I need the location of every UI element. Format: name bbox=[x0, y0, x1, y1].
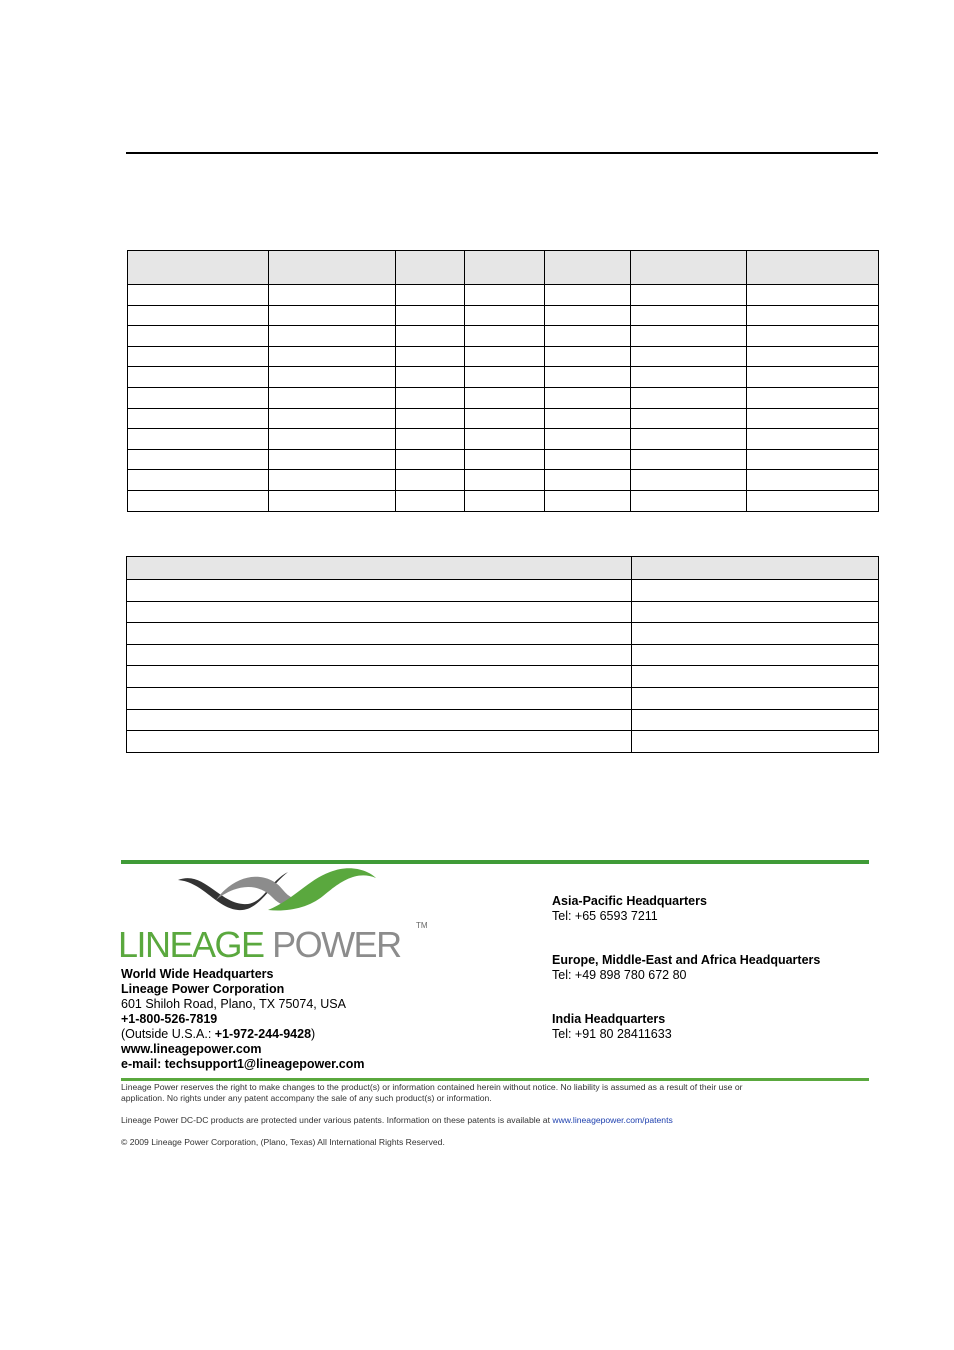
table-cell bbox=[396, 490, 465, 511]
table-row bbox=[128, 387, 879, 408]
table-cell bbox=[632, 623, 879, 645]
table-cell bbox=[747, 326, 879, 347]
table1-body bbox=[128, 285, 879, 512]
table-cell bbox=[545, 326, 631, 347]
table-cell bbox=[396, 367, 465, 388]
patents-text: Lineage Power DC-DC products are protected under various patents. Information on these patents is available at bbox=[121, 1115, 553, 1125]
patents-link[interactable]: www.lineagepower.com/patents bbox=[552, 1115, 673, 1125]
table-cell bbox=[128, 470, 269, 491]
table-cell bbox=[631, 408, 747, 429]
table-row bbox=[127, 580, 879, 602]
table-row bbox=[127, 601, 879, 623]
table-cell bbox=[545, 408, 631, 429]
company-name: Lineage Power Corporation bbox=[121, 982, 285, 996]
table-cell bbox=[747, 285, 879, 306]
table-cell bbox=[128, 387, 269, 408]
table-cell bbox=[465, 490, 545, 511]
table-cell bbox=[632, 580, 879, 602]
table-cell bbox=[465, 408, 545, 429]
table-cell bbox=[631, 490, 747, 511]
table-cell bbox=[128, 429, 269, 450]
disclaimer-line-2: application. No rights under any patent accompany the sale of any such product(s) or information. bbox=[121, 1093, 492, 1103]
table-cell bbox=[545, 305, 631, 326]
table-cell bbox=[465, 387, 545, 408]
outside-prefix: (Outside U.S.A.: bbox=[121, 1027, 215, 1041]
table-cell bbox=[631, 285, 747, 306]
table-row bbox=[128, 326, 879, 347]
table-cell bbox=[632, 644, 879, 666]
header-cell bbox=[127, 557, 632, 580]
table-cell bbox=[747, 387, 879, 408]
table-cell bbox=[465, 449, 545, 470]
table-cell bbox=[545, 449, 631, 470]
table-cell bbox=[545, 429, 631, 450]
table-cell bbox=[127, 709, 632, 731]
worldwide-address bbox=[121, 967, 365, 1072]
header-cell bbox=[632, 557, 879, 580]
table-cell bbox=[128, 346, 269, 367]
table-cell bbox=[747, 367, 879, 388]
table-cell bbox=[545, 470, 631, 491]
table-cell bbox=[127, 687, 632, 709]
table-row bbox=[127, 666, 879, 688]
outside-usa-phone bbox=[121, 1027, 365, 1042]
table-cell bbox=[269, 387, 396, 408]
table-row bbox=[128, 285, 879, 306]
table-cell bbox=[396, 285, 465, 306]
table-cell bbox=[396, 408, 465, 429]
table-cell bbox=[269, 449, 396, 470]
table-cell bbox=[632, 709, 879, 731]
india-hq bbox=[552, 1012, 672, 1042]
worldwide-hq-title: World Wide Headquarters bbox=[121, 967, 274, 981]
india-hq-tel: Tel: +91 80 28411633 bbox=[552, 1027, 672, 1041]
header-cell bbox=[128, 251, 269, 285]
table-cell bbox=[269, 429, 396, 450]
table-cell bbox=[465, 285, 545, 306]
outside-suffix: ) bbox=[311, 1027, 316, 1041]
table-cell bbox=[631, 346, 747, 367]
street-address: 601 Shiloh Road, Plano, TX 75074, USA bbox=[121, 997, 346, 1011]
header-cell bbox=[747, 251, 879, 285]
table-cell bbox=[128, 449, 269, 470]
asia-pacific-hq bbox=[552, 894, 707, 924]
table-cell bbox=[396, 326, 465, 347]
disclaimer-line-1: Lineage Power reserves the right to make changes to the product(s) or information contained herein without notice. No liability is assumed as a result of their use or bbox=[121, 1082, 743, 1092]
table-cell bbox=[631, 305, 747, 326]
table-row bbox=[127, 709, 879, 731]
wave-logo-icon bbox=[118, 862, 438, 964]
table-cell bbox=[545, 367, 631, 388]
table-row bbox=[127, 731, 879, 753]
header-cell bbox=[465, 251, 545, 285]
table-cell bbox=[127, 623, 632, 645]
india-hq-title: India Headquarters bbox=[552, 1012, 666, 1026]
table-row bbox=[127, 687, 879, 709]
data-table-2 bbox=[126, 556, 879, 753]
table-cell bbox=[631, 387, 747, 408]
table-row bbox=[128, 470, 879, 491]
table-cell bbox=[128, 367, 269, 388]
table-cell bbox=[396, 305, 465, 326]
table-cell bbox=[396, 470, 465, 491]
table-row bbox=[128, 346, 879, 367]
table-cell bbox=[631, 326, 747, 347]
table-cell bbox=[747, 449, 879, 470]
table-cell bbox=[747, 429, 879, 450]
table-cell bbox=[465, 367, 545, 388]
table-row bbox=[127, 623, 879, 645]
table-cell bbox=[269, 470, 396, 491]
table-cell bbox=[631, 470, 747, 491]
table-cell bbox=[128, 305, 269, 326]
patents-note bbox=[121, 1115, 673, 1126]
table-cell bbox=[269, 326, 396, 347]
table-cell bbox=[127, 666, 632, 688]
table2-body bbox=[127, 580, 879, 753]
toll-free-phone: +1-800-526-7819 bbox=[121, 1012, 218, 1026]
table-cell bbox=[747, 408, 879, 429]
header-cell bbox=[631, 251, 747, 285]
header-cell bbox=[545, 251, 631, 285]
header-cell bbox=[269, 251, 396, 285]
table-cell bbox=[127, 731, 632, 753]
data-table-1 bbox=[127, 250, 879, 512]
table-cell bbox=[269, 490, 396, 511]
table-cell bbox=[631, 367, 747, 388]
table-cell bbox=[396, 346, 465, 367]
table-cell bbox=[396, 449, 465, 470]
asia-hq-tel: Tel: +65 6593 7211 bbox=[552, 909, 658, 923]
emea-hq bbox=[552, 953, 820, 983]
asia-hq-title: Asia-Pacific Headquarters bbox=[552, 894, 707, 908]
table-cell bbox=[465, 326, 545, 347]
table-cell bbox=[128, 285, 269, 306]
table-cell bbox=[747, 305, 879, 326]
logo-wordmark: LINEAGE POWER bbox=[118, 924, 401, 964]
outside-phone-number: +1-972-244-9428 bbox=[214, 1027, 312, 1041]
table-cell bbox=[128, 490, 269, 511]
support-email[interactable]: e-mail: techsupport1@lineagepower.com bbox=[121, 1057, 365, 1071]
table-cell bbox=[545, 490, 631, 511]
header-cell bbox=[396, 251, 465, 285]
table-cell bbox=[545, 387, 631, 408]
table-cell bbox=[632, 687, 879, 709]
table-cell bbox=[465, 470, 545, 491]
emea-hq-tel: Tel: +49 898 780 672 80 bbox=[552, 968, 687, 982]
table-cell bbox=[631, 429, 747, 450]
table-cell bbox=[747, 346, 879, 367]
header-rule bbox=[126, 152, 878, 154]
disclaimer bbox=[121, 1082, 742, 1104]
table-cell bbox=[269, 285, 396, 306]
table-row bbox=[128, 490, 879, 511]
logo-trademark: TM bbox=[416, 921, 428, 930]
table-cell bbox=[465, 346, 545, 367]
table-cell bbox=[127, 644, 632, 666]
table-row bbox=[128, 449, 879, 470]
table-cell bbox=[632, 666, 879, 688]
emea-hq-title: Europe, Middle-East and Africa Headquarters bbox=[552, 953, 821, 967]
table-row bbox=[128, 305, 879, 326]
table-cell bbox=[396, 429, 465, 450]
footer-bottom-rule bbox=[121, 1078, 869, 1081]
table-row bbox=[128, 429, 879, 450]
table-cell bbox=[127, 580, 632, 602]
copyright: © 2009 Lineage Power Corporation, (Plano, Texas) All International Rights Reserved. bbox=[121, 1137, 445, 1147]
table-cell bbox=[128, 326, 269, 347]
table-cell bbox=[127, 601, 632, 623]
table-row bbox=[127, 644, 879, 666]
table-cell bbox=[269, 408, 396, 429]
lineage-power-logo bbox=[118, 862, 438, 964]
table-cell bbox=[747, 490, 879, 511]
table-cell bbox=[269, 367, 396, 388]
table-cell bbox=[465, 305, 545, 326]
table-cell bbox=[545, 285, 631, 306]
table-header-row bbox=[127, 557, 879, 580]
table-cell bbox=[269, 346, 396, 367]
table-cell bbox=[396, 387, 465, 408]
table-row bbox=[128, 367, 879, 388]
website-link[interactable]: www.lineagepower.com bbox=[121, 1042, 262, 1056]
table-row bbox=[128, 408, 879, 429]
table-cell bbox=[545, 346, 631, 367]
table-cell bbox=[632, 731, 879, 753]
table-cell bbox=[632, 601, 879, 623]
table-cell bbox=[269, 305, 396, 326]
table-cell bbox=[631, 449, 747, 470]
table-cell bbox=[465, 429, 545, 450]
table-header-row bbox=[128, 251, 879, 285]
table-cell bbox=[747, 470, 879, 491]
table-cell bbox=[128, 408, 269, 429]
